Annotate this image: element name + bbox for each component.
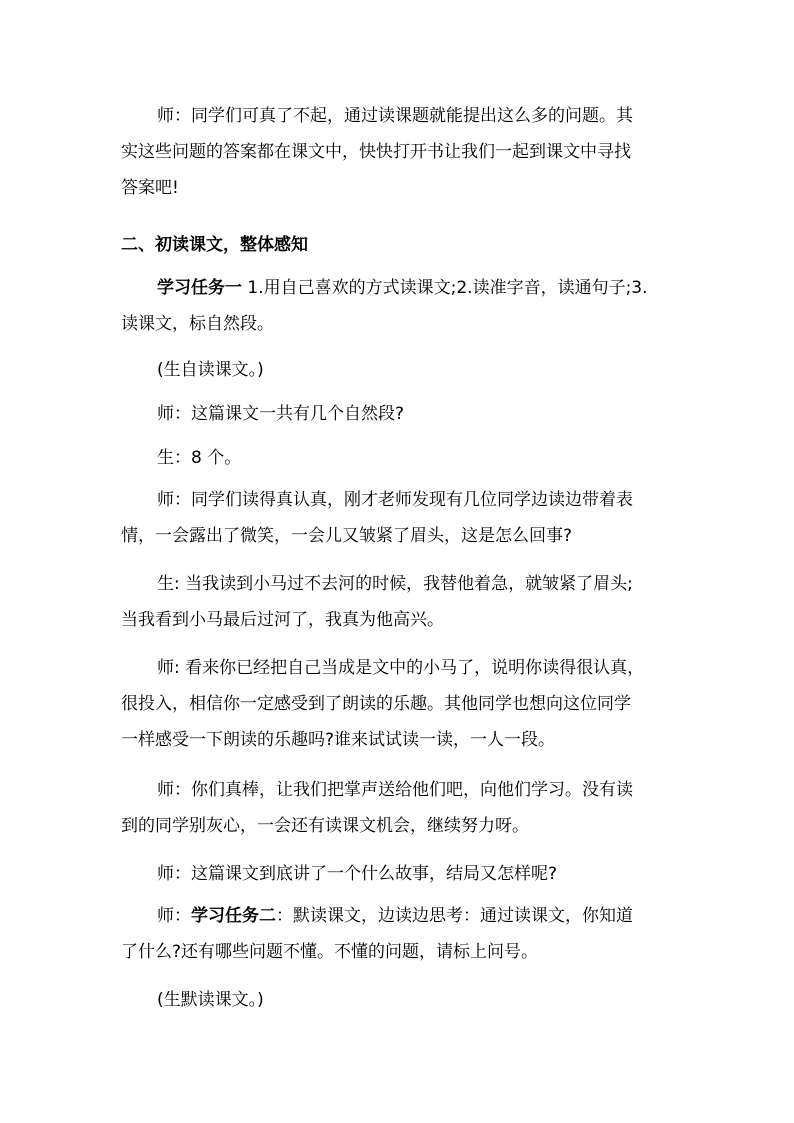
text-line: 师：你们真棒，让我们把掌声送给他们吧，向他们学习。没有读 — [157, 780, 633, 800]
text-line: 师：这篇课文到底讲了一个什么故事，结局又怎样呢? — [157, 864, 558, 884]
text-line: 当我看到小马最后过河了，我真为他高兴。 — [121, 610, 444, 630]
text-line: 一样感受一下朗读的乐趣吗?谁来试试读一读，一人一段。 — [121, 730, 556, 750]
task-label: 学习任务二 — [191, 906, 276, 926]
text-line: 实这些问题的答案都在课文中，快快打开书让我们一起到课文中寻找 — [121, 142, 631, 162]
text-line: 了什么?还有哪些问题不懂。不懂的问题，请标上问号。 — [121, 942, 539, 962]
paragraph-stage-direction — [121, 352, 681, 388]
section-heading-text: 二、初读课文，整体感知 — [121, 235, 308, 255]
paragraph-teacher-question — [121, 396, 681, 432]
section-heading — [121, 227, 681, 263]
paragraph-task-one — [121, 270, 681, 342]
text-line: (生默读课文。) — [157, 990, 264, 1010]
speaker-prefix: 师： — [157, 906, 191, 926]
paragraph-task-two — [121, 898, 681, 970]
text-line: (生自读课文。) — [157, 360, 264, 380]
paragraph-teacher-reading-fun — [121, 650, 681, 758]
text-line: 师: 看来你已经把自己当成是文中的小马了，说明你读得很认真， — [157, 658, 645, 678]
paragraph-teacher-story-question — [121, 856, 681, 892]
task-text: ：默读课文，边读边思考：通过读课文，你知道 — [276, 906, 633, 926]
task-label: 学习任务一 — [157, 278, 242, 298]
text-line: 到的同学别灰心，一会还有读课文机会，继续努力呀。 — [121, 816, 529, 836]
text-line: 答案吧! — [121, 178, 179, 198]
paragraph-silent-reading — [121, 982, 681, 1018]
text-line: 生：8 个。 — [157, 448, 242, 468]
paragraph-teacher-praise — [121, 98, 681, 206]
text-line — [121, 898, 681, 934]
text-line: 师：同学们读得真认真，刚才老师发现有几位同学边读边带着表 — [157, 490, 633, 510]
task-text: 1.用自己喜欢的方式读课文;2.读准字音，读通句子;3. — [242, 278, 648, 298]
text-line: 师：这篇课文一共有几个自然段? — [157, 404, 405, 424]
paragraph-teacher-observation — [121, 482, 681, 554]
text-line: 情，一会露出了微笑，一会儿又皱紧了眉头，这是怎么回事? — [121, 526, 573, 546]
paragraph-student-feeling — [121, 566, 681, 638]
paragraph-student-answer — [121, 440, 681, 476]
text-line: 师：同学们可真了不起，通过读课题就能提出这么多的问题。其 — [157, 106, 633, 126]
paragraph-teacher-encouragement — [121, 772, 681, 844]
text-line: 读课文，标自然段。 — [121, 314, 274, 334]
text-line: 生: 当我读到小马过不去河的时候，我替他着急，就皱紧了眉头; — [157, 574, 633, 594]
text-line: 很投入，相信你一定感受到了朗读的乐趣。其他同学也想向这位同学 — [121, 694, 631, 714]
text-line — [121, 270, 681, 306]
